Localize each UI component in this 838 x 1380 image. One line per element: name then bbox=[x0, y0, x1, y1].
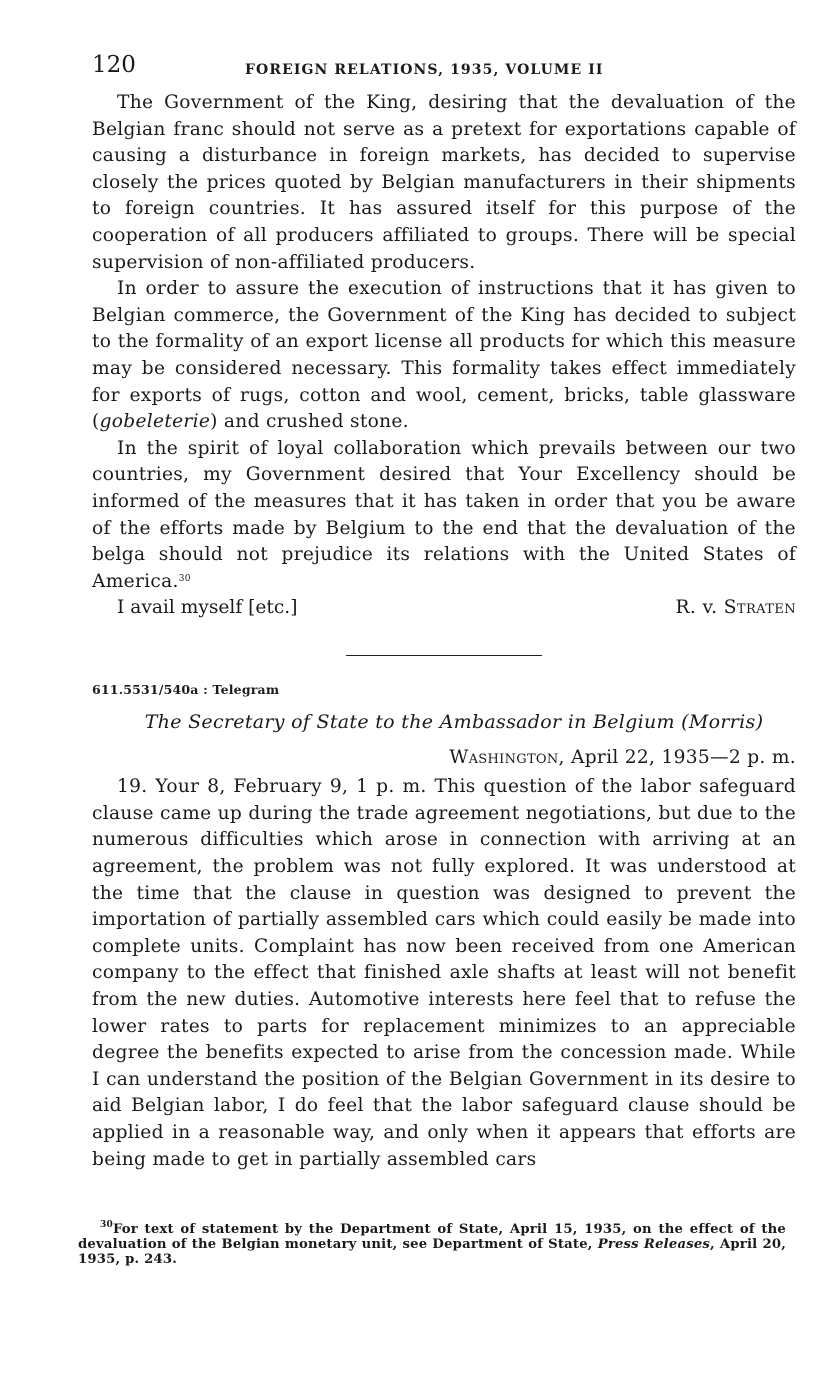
file-reference: 611.5531/540a : Telegram bbox=[92, 682, 280, 698]
running-title: FOREIGN RELATIONS, 1935, VOLUME II bbox=[245, 62, 604, 78]
running-head bbox=[92, 52, 796, 90]
letter-paragraph-2-text: In order to assure the execution of instructions that it has given to Belgian commerce, the Government of the King has decided to subject to the formality of an export license all products for which this measure may be considered necessary. This formality takes effect immediately for exports of rugs, cotton and wool, cement, bricks, table glassware ( bbox=[92, 278, 796, 433]
footnote-text: For text of statement by the Department of State, April 15, 1935, on the effect of the devaluation of the Belgian monetary unit, see Department of State, bbox=[78, 1222, 786, 1252]
letter-body bbox=[92, 90, 796, 595]
footnote-ref[interactable]: 30 bbox=[178, 573, 191, 584]
closing-phrase: I avail myself [etc.] bbox=[117, 597, 298, 619]
footnote-text-end: , April 20, 1935, p. 243. bbox=[78, 1237, 786, 1267]
italic-term: gobeleterie bbox=[99, 411, 211, 433]
signature bbox=[675, 595, 796, 622]
signature-initial: R. v. bbox=[675, 597, 724, 619]
section-divider bbox=[346, 655, 542, 656]
dateline-place: Washington bbox=[449, 747, 559, 769]
document-title: The Secretary of State to the Ambassador in Belgium (Morris) bbox=[144, 711, 764, 734]
letter-paragraph-1: The Government of the King, desiring that the devaluation of the Belgian franc should not serve as a pretext for exportations capable of causing a disturbance in foreign markets, has decided to supervise closely the prices quoted by Belgian manufacturers in their shipments to foreign countries. It has assured itself for this purpose of the cooperation of all producers affiliated to groups. There will be special supervision of non-affiliated producers. bbox=[92, 92, 796, 273]
footnotes bbox=[78, 1222, 786, 1267]
dateline bbox=[92, 747, 796, 768]
footnote-italic: Press Releases bbox=[597, 1237, 711, 1252]
letter-paragraph-2-end: ) and crushed stone. bbox=[210, 411, 409, 433]
page-number: 120 bbox=[92, 52, 136, 78]
letter-paragraph-3 bbox=[92, 436, 796, 596]
footnote-number: 30 bbox=[100, 1220, 113, 1230]
telegram-paragraph: 19. Your 8, February 9, 1 p. m. This question of the labor safeguard clause came up during the trade agreement negotiations, but due to the numerous difficulties which arose in connection with arriving at an agreement, the problem was not fully explored. It was understood at the time that the clause in question was designed to prevent the importation of partially assembled cars which could easily be made into complete units. Complaint has now been received from one American company to the effect that finished axle shafts at least will not benefit from the new duties. Automotive interests here feel that to refuse the lower rates to parts for replacement minimizes to an appreciable degree the benefits expected to arise from the concession made. While I can understand the position of the Belgian Government in its desire to aid Belgian labor, I do feel that the labor safeguard clause should be applied in a reasonable way, and only when it appears that efforts are being made to get in partially assembled cars bbox=[92, 776, 796, 1170]
letter-paragraph-2 bbox=[92, 276, 796, 436]
footnote-30 bbox=[78, 1222, 786, 1267]
dateline-date: , April 22, 1935—2 p. m. bbox=[558, 747, 796, 769]
letter-paragraph-3-text: In the spirit of loyal collaboration which prevails between our two countries, my Government desired that Your Excellency should be informed of the measures that it has taken in order that you be aware of the efforts made by Belgium to the end that the devaluation of the belga should not prejudice its relations with the United States of America. bbox=[92, 437, 796, 592]
telegram-body bbox=[92, 774, 796, 1173]
document-page bbox=[92, 52, 796, 1173]
signature-name: Straten bbox=[723, 597, 796, 619]
letter-closing bbox=[92, 595, 796, 625]
